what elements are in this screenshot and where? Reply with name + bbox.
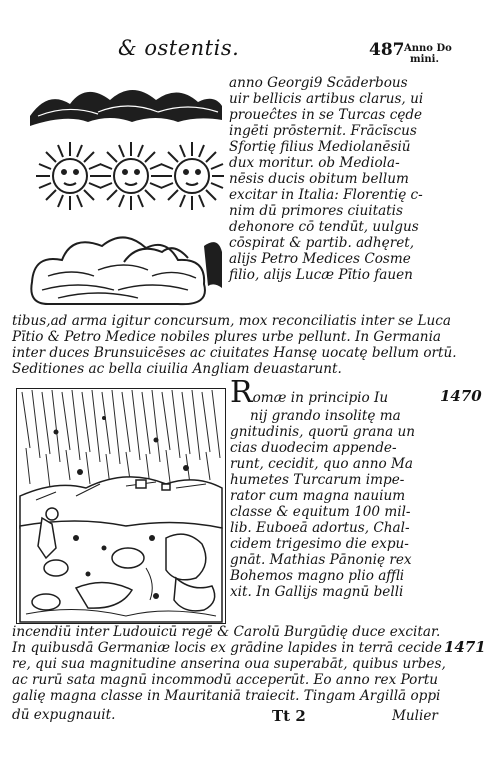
- text-line: cias duodecim appende-: [230, 440, 397, 456]
- text-line: Seditiones ac bella ciuilia Angliam deuastarunt.: [12, 361, 342, 377]
- text-line: re, qui sua magnitudine anserina oua superabāt, quibus urbes,: [12, 656, 446, 672]
- text-line: uir bellicis artibus clarus, ui: [229, 91, 424, 107]
- woodcut-hailstorm: [16, 388, 226, 624]
- running-title: & ostentis.: [118, 36, 240, 60]
- text-line: Bohemos magno plio affli: [230, 568, 405, 584]
- folio-number: 487: [369, 40, 405, 60]
- text-line: lib. Euboeā adortus, Chal-: [230, 520, 410, 536]
- text-line: cōspirat & partib. adhęret,: [229, 235, 415, 251]
- text-line: nēsis ducis obitum bellum: [229, 171, 409, 187]
- text-line: xit. In Gallijs magnū belli: [230, 584, 404, 600]
- text-line: inter duces Brunsuicēses ac ciuitates Hansę uocatę bellum ortū.: [12, 345, 457, 361]
- text-line: incendiū inter Ludouicū regē & Carolū Burgūdię duce excitar.: [12, 624, 441, 640]
- last-text-line: dū expugnauit.: [12, 707, 116, 723]
- text-line: rator cum magna nauium: [230, 488, 406, 504]
- text-line: dux moritur. ob Mediola-: [229, 155, 400, 171]
- text-line: Sfortię filius Mediolanēsiū: [229, 139, 411, 155]
- text-line: filio, alijs Lucæ Pītio fauen: [229, 267, 413, 283]
- text-line: nij grando insolitę ma: [250, 408, 401, 424]
- text-line: classe & equitum 100 mil-: [230, 504, 411, 520]
- margin-note-anno: Anno Do mini.: [404, 43, 452, 65]
- text-line: galię magna classe in Mauritaniā traiecit. Tingam Argillā oppi: [12, 688, 441, 704]
- section2-column: [230, 375, 416, 600]
- section1-full-lines: [12, 313, 457, 377]
- year-marginal-1471: 1471: [444, 638, 486, 656]
- text-line: alijs Petro Medices Cosme: [229, 251, 411, 267]
- text-line: anno Georgi9 Scāderbous: [229, 75, 408, 91]
- text-line: humetes Turcarum impe-: [230, 472, 405, 488]
- text-line: excitar in Italia: Florentię c-: [229, 187, 423, 203]
- three-suns-illustration: [28, 76, 224, 312]
- section1-column: [229, 75, 423, 283]
- text-line-with-drop-cap: Romæ in principio Iu: [230, 375, 389, 410]
- text-line: gnāt. Mathias Pānonię rex: [230, 552, 412, 568]
- text-line: tibus,ad arma igitur concursum, mox reconciliatis inter se Luca: [12, 313, 452, 329]
- text-line: In quibusdā Germaniæ locis ex grādine lapides in terrā cecide: [12, 640, 442, 656]
- year-marginal-1470: 1470: [440, 387, 482, 405]
- drop-cap: R: [230, 375, 253, 410]
- text-line: runt, cecidit, quo anno Ma: [230, 456, 413, 472]
- text-line: ingēti prōsternit. Frācīscus: [229, 123, 417, 139]
- hailstorm-illustration: [16, 388, 226, 624]
- section2-full-lines: [12, 624, 446, 704]
- signature-mark: Tt 2: [272, 707, 306, 725]
- text-line: nim dū primores ciuitatis: [229, 203, 403, 219]
- woodcut-three-suns: [28, 76, 224, 312]
- text-line: dehonore cō tendūt, uulgus: [229, 219, 419, 235]
- text-line: cidem trigesimo die expu-: [230, 536, 409, 552]
- text-line: gnitudinis, quorū grana un: [230, 424, 416, 440]
- catchword: Mulier: [392, 708, 438, 724]
- text-line: Pītio & Petro Medice nobiles plures urbe pellunt. In Germania: [12, 329, 442, 345]
- text-line: ac rurū sata magnū incommodū acceperūt. Eo anno rex Portu: [12, 672, 439, 688]
- text-line: proueĉtes in se Turcas cęde: [229, 107, 423, 123]
